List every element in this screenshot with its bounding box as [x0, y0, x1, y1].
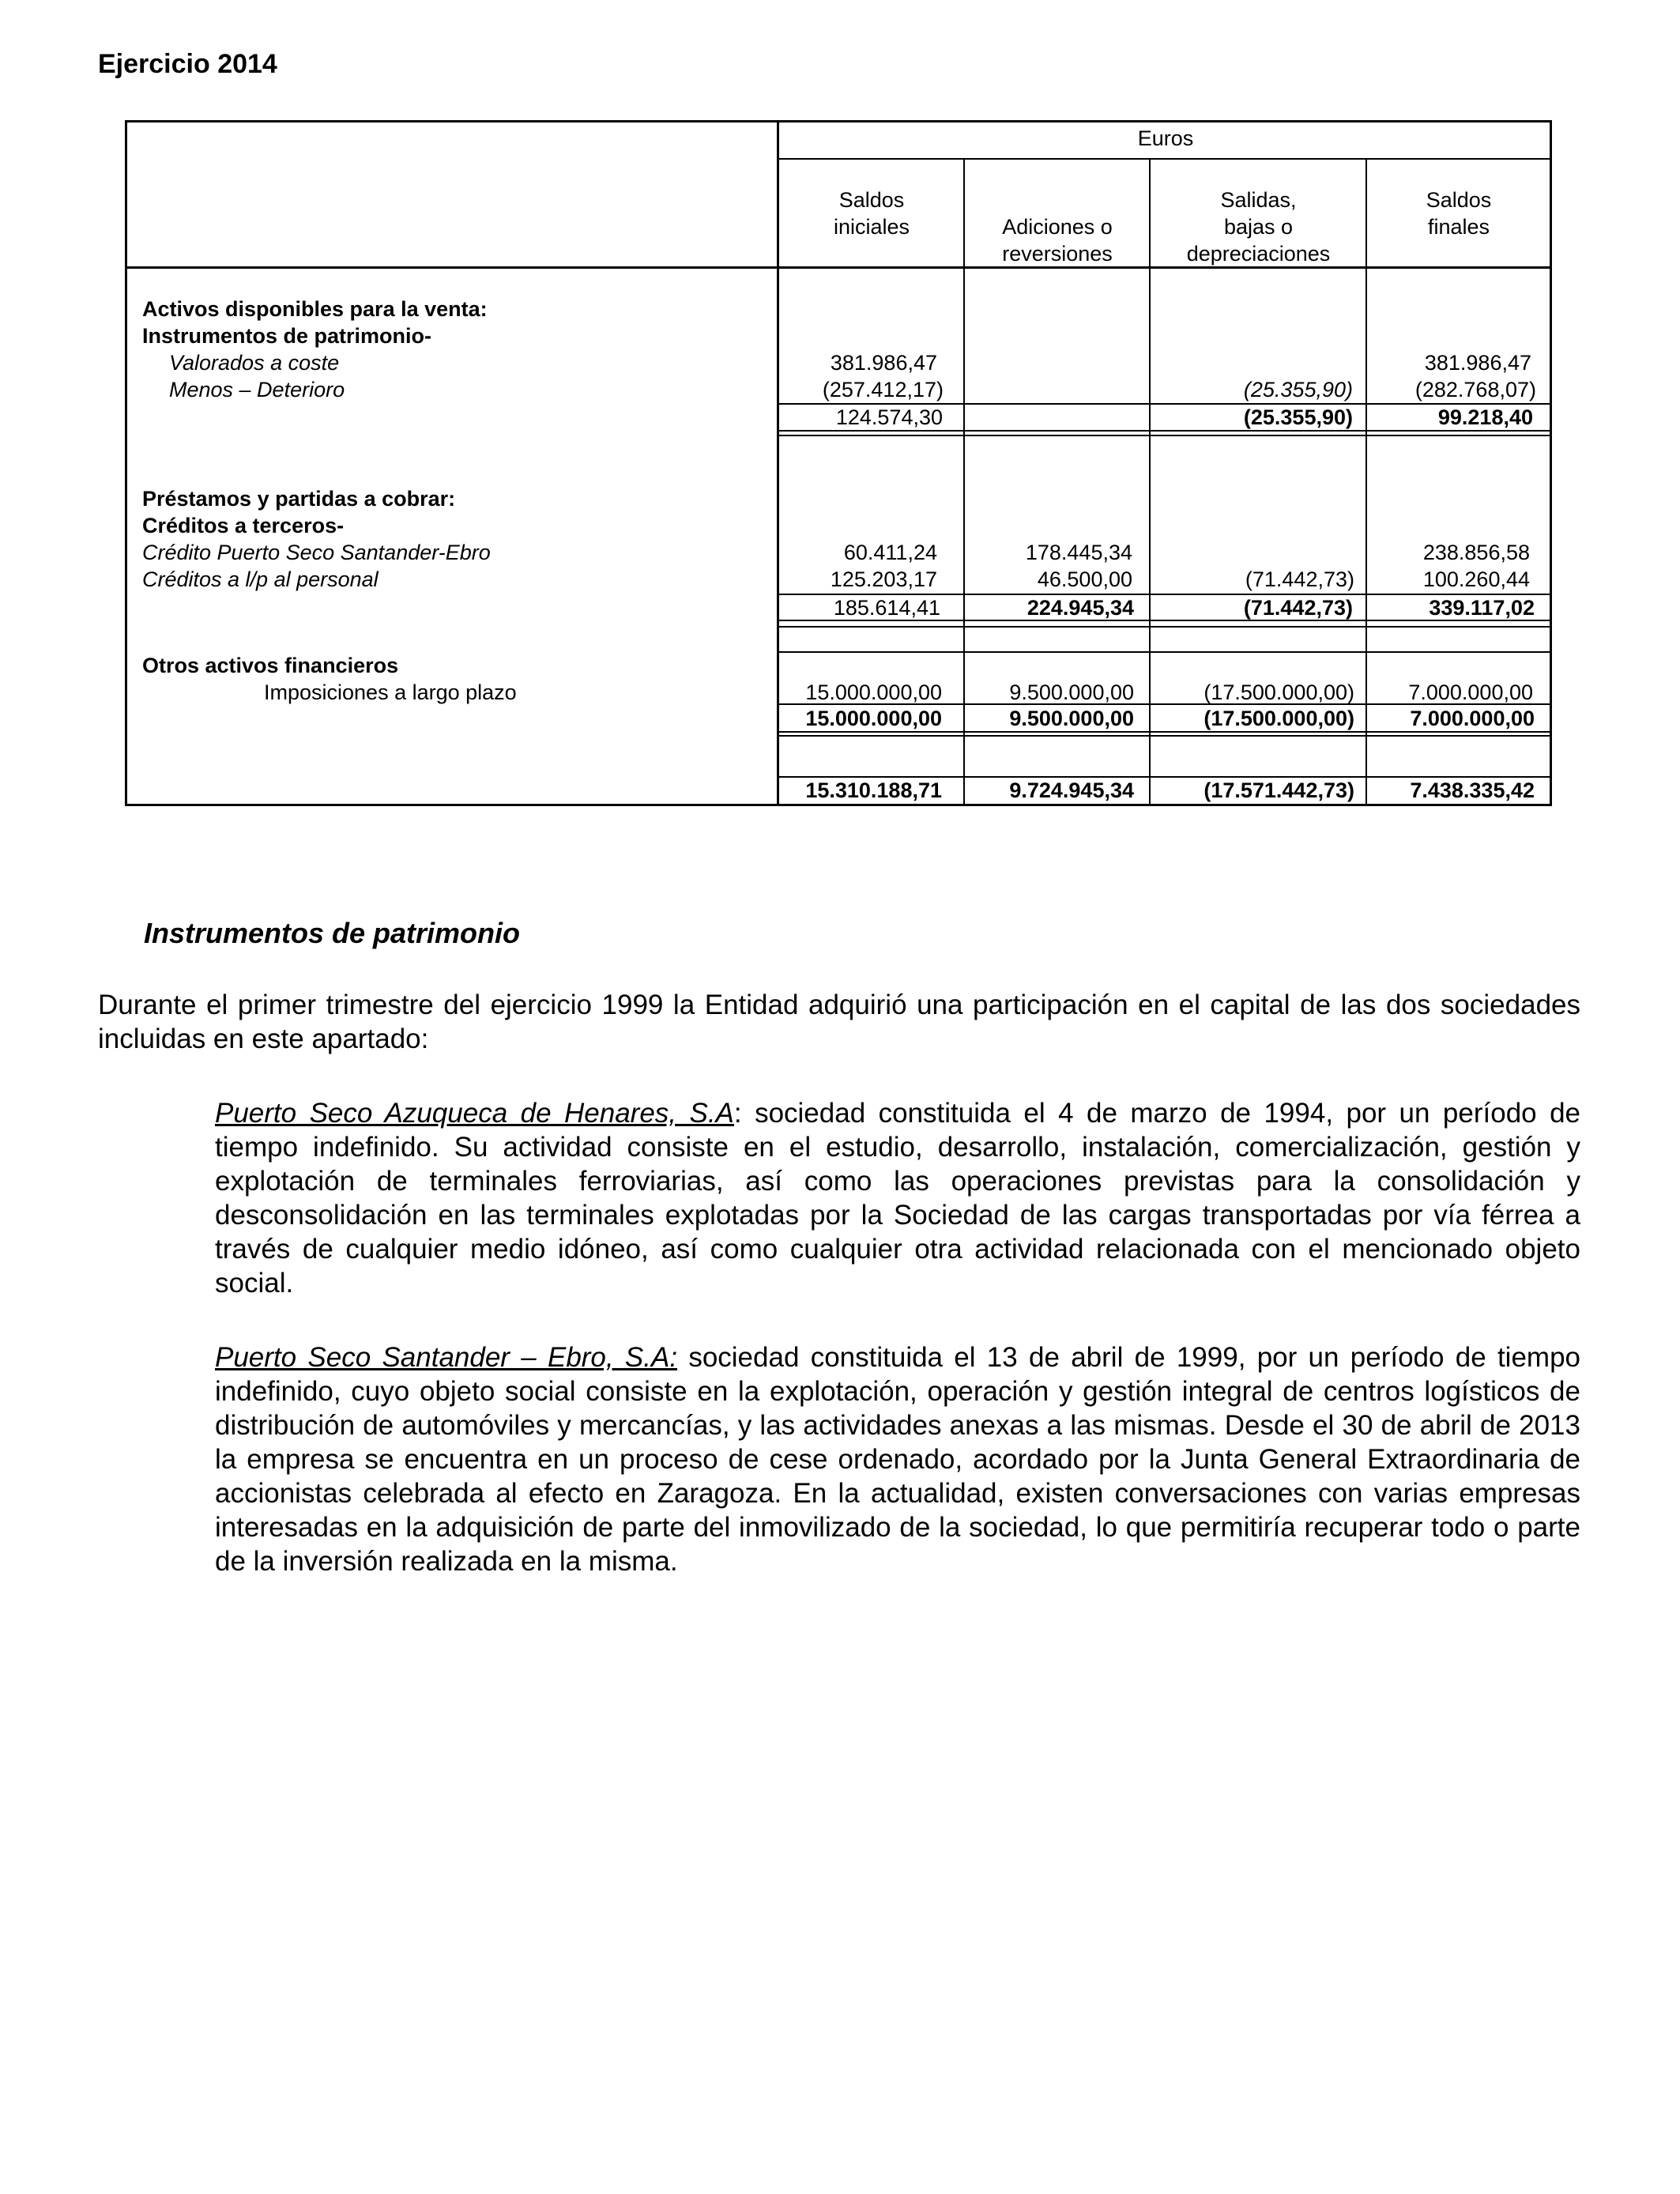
row-label: Imposiciones a largo plazo	[264, 680, 517, 704]
row-line	[778, 735, 1552, 737]
row-line	[778, 435, 1552, 436]
subtotal-value: (17.500.000,00)	[1203, 707, 1354, 730]
header-col3-line1: Salidas,	[1220, 188, 1297, 212]
subtotal-value: 9.500.000,00	[1009, 707, 1134, 730]
section-subheading: Créditos a terceros-	[142, 514, 345, 537]
document-title: Ejercicio 2014	[98, 49, 277, 79]
section-heading: Préstamos y partidas a cobrar:	[142, 487, 456, 511]
subtotal-value: 124.574,30	[835, 405, 943, 429]
row-label: Crédito Puerto Seco Santander-Ebro	[142, 541, 491, 564]
grand-total-value: 7.438.335,42	[1410, 778, 1535, 802]
header-col3-line3: depreciaciones	[1186, 242, 1331, 266]
section-heading: Activos disponibles para la venta:	[142, 297, 488, 321]
company2-paragraph	[215, 1340, 1580, 1578]
cell-value: 9.500.000,00	[1009, 680, 1134, 704]
cell-value: 125.203,17	[830, 567, 937, 591]
subtotal-value: (25.355,90)	[1243, 405, 1353, 429]
cell-value: (71.442,73)	[1245, 567, 1354, 591]
subtotal-value: 7.000.000,00	[1410, 707, 1535, 730]
cell-value: (282.768,07)	[1414, 378, 1536, 401]
cell-value: 381.986,47	[830, 351, 937, 375]
cell-value: 60.411,24	[843, 541, 937, 564]
subtotal-value: 185.614,41	[833, 596, 940, 620]
header-col4-line1: Saldos	[1426, 188, 1492, 212]
row-line	[778, 626, 1552, 628]
section-heading-instrumentos: Instrumentos de patrimonio	[144, 917, 521, 949]
cell-value: 15.000.000,00	[805, 680, 942, 704]
company1-description: : sociedad constituida el 4 de marzo de 1994, por un período de tiempo indefinido. Su actividad consiste en el estudio, desarrollo, instalación, comercialización, gestión y explotación de terminales ferroviarias, así como las operaciones previstas para la consolidación y desconsolidación en las terminales explotadas por la Sociedad de las cargas transportadas por vía férrea a través de cualquier medio idóneo, así como cualquier otra actividad relacionada con el mencionado objeto social.	[215, 1098, 1581, 1299]
grand-total-value: (17.571.442,73)	[1203, 778, 1354, 802]
header-col3-line2: bajas o	[1223, 215, 1294, 239]
cell-value: (25.355,90)	[1243, 378, 1353, 401]
company2-name: Puerto Seco Santander – Ebro, S.A:	[215, 1342, 678, 1373]
intro-paragraph: Durante el primer trimestre del ejercicio 1999 la Entidad adquirió una participación en el capital de las dos sociedades incluidas en este apartado:	[98, 990, 1580, 1054]
header-divider	[778, 158, 1552, 160]
header-col2-line1: Adiciones o	[1002, 215, 1113, 239]
table-border-bottom	[125, 804, 1552, 806]
subtotal-value: 339.117,02	[1429, 596, 1535, 620]
row-line	[778, 651, 1552, 653]
cell-value: (17.500.000,00)	[1203, 680, 1354, 704]
company1-paragraph	[215, 1096, 1580, 1300]
financial-table	[125, 120, 1552, 805]
cell-value: 178.445,34	[1025, 541, 1132, 564]
table-border-left	[125, 120, 127, 805]
subtotal-value: 99.218,40	[1437, 405, 1533, 429]
section-subheading: Instrumentos de patrimonio-	[142, 324, 432, 348]
grand-total-value: 9.724.945,34	[1009, 778, 1134, 802]
subtotal-value: 224.945,34	[1026, 596, 1134, 620]
company1-name: Puerto Seco Azuqueca de Henares, S.A	[215, 1098, 734, 1129]
section-heading: Otros activos financieros	[142, 654, 399, 677]
subtotal-value: 15.000.000,00	[805, 707, 942, 730]
row-label: Valorados a coste	[169, 351, 340, 375]
row-label: Menos – Deterioro	[169, 378, 345, 401]
subtotal-value: (71.442,73)	[1243, 596, 1353, 620]
company2-description: sociedad constituida el 13 de abril de 1999, por un período de tiempo indefinido, cuyo objeto social consiste en la explotación, operación y gestión integral de centros logísticos de distribución de automóviles y mercancías, y las actividades anexas a las mismas. Desde el 30 de abril de 2013 la empresa se encuentra en un proceso de cese ordenado, acordado por la Junta General Extraordinaria de accionistas celebrada al efecto en Zaragoza. En la actualidad, existen conversaciones con varias empresas interesadas en la adquisición de parte del inmovilizado de la sociedad, lo que permitiría recuperar todo o parte de la inversión realizada en la misma.	[215, 1342, 1580, 1577]
cell-value: (257.412,17)	[822, 378, 944, 401]
cell-value: 238.856,58	[1422, 541, 1530, 564]
row-label: Créditos a l/p al personal	[142, 567, 379, 591]
cell-value: 381.986,47	[1424, 351, 1531, 375]
header-col1-line1: Saldos	[838, 188, 905, 212]
table-border-top	[125, 120, 1552, 123]
header-col1-line2: iniciales	[833, 215, 910, 239]
cell-value: 46.500,00	[1037, 567, 1132, 591]
cell-value: 7.000.000,00	[1408, 680, 1533, 704]
header-col4-line2: finales	[1427, 215, 1490, 239]
grand-total-value: 15.310.188,71	[805, 778, 942, 802]
cell-value: 100.260,44	[1422, 567, 1530, 591]
header-currency: Euros	[1137, 126, 1194, 150]
header-col2-line2: reversiones	[1002, 242, 1113, 266]
